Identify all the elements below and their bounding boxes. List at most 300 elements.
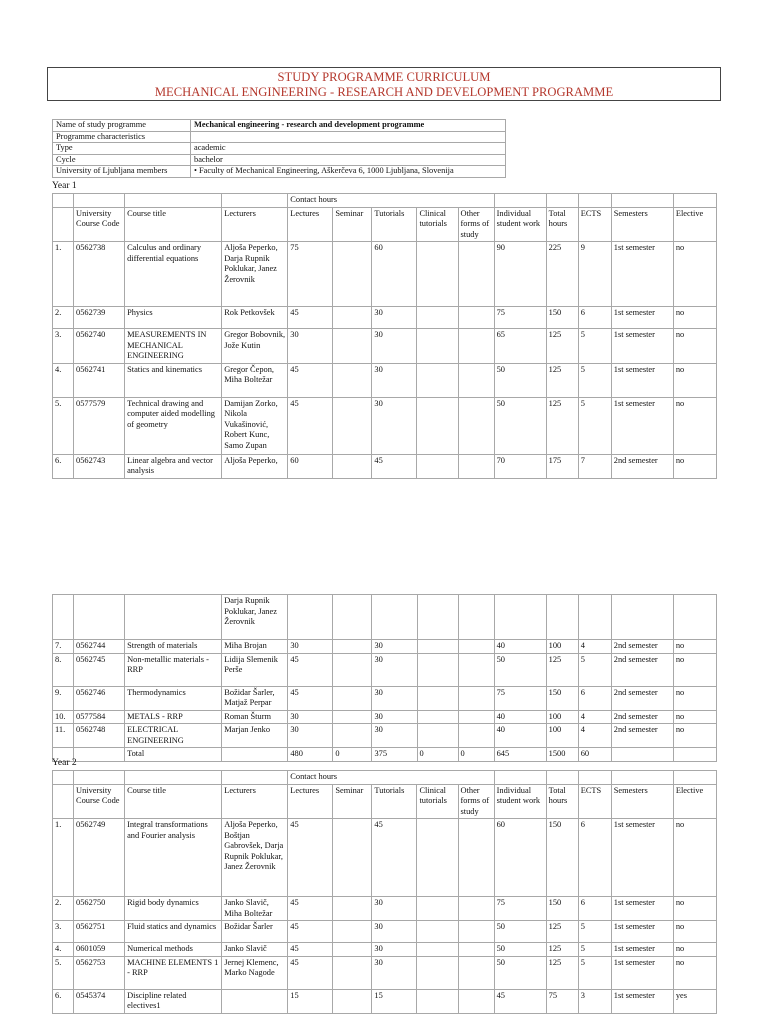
cell-ects: 60 <box>578 748 611 762</box>
cell-ind: 645 <box>494 748 546 762</box>
header-row <box>53 784 717 819</box>
cell-ects: 4 <box>578 724 611 748</box>
cell-cli <box>417 640 458 654</box>
header-row <box>53 771 717 785</box>
cell-oth <box>458 686 494 710</box>
cell-title: Total <box>125 748 222 762</box>
cell-tot: 175 <box>546 454 578 478</box>
column-header-clinical: Clinical tutorials <box>417 207 458 242</box>
cell-elective: no <box>673 710 716 724</box>
header-row <box>53 194 717 208</box>
cell-code: 0562739 <box>74 307 125 329</box>
cell-title: Physics <box>125 307 222 329</box>
cell-tot: 125 <box>546 653 578 686</box>
column-header-title: Course title <box>125 784 222 819</box>
cell-tot: 125 <box>546 943 578 957</box>
cell-lec: 45 <box>288 956 333 989</box>
cell-semester: 2nd semester <box>611 640 673 654</box>
cell-oth <box>458 363 494 397</box>
course-row <box>53 724 717 748</box>
cell-oth <box>458 454 494 478</box>
cell-no: 4. <box>53 943 74 957</box>
cell-title: Linear algebra and vector analysis <box>125 454 222 478</box>
cell-cli <box>417 724 458 748</box>
cell-semester: 1st semester <box>611 989 673 1013</box>
cell-no: 6. <box>53 454 74 478</box>
info-row <box>53 143 506 155</box>
cell-lec: 45 <box>288 307 333 329</box>
course-row <box>53 329 717 364</box>
cell-sem <box>333 242 372 307</box>
cell-sem <box>333 956 372 989</box>
cell-elective <box>673 595 716 640</box>
cell-code: 0562743 <box>74 454 125 478</box>
cell-tut: 30 <box>372 640 417 654</box>
cell-elective: no <box>673 454 716 478</box>
column-header-elective: Elective <box>673 784 716 819</box>
document-title-box <box>47 67 721 101</box>
cell-lec: 480 <box>288 748 333 762</box>
cell-tot: 125 <box>546 397 578 454</box>
header-cell-empty <box>673 194 716 208</box>
cell-tut: 30 <box>372 686 417 710</box>
cell-elective: no <box>673 686 716 710</box>
cell-lecturers: Roman Šturm <box>222 710 288 724</box>
cell-ind: 50 <box>494 943 546 957</box>
column-header-title: Course title <box>125 207 222 242</box>
cell-code: 0562750 <box>74 897 125 921</box>
cell-ects: 4 <box>578 640 611 654</box>
cell-lecturers: Aljoša Peperko, Boštjan Gabrovšek, Darja Rupnik Poklukar, Janez Žerovnik <box>222 819 288 897</box>
cell-sem: 0 <box>333 748 372 762</box>
cell-title: Discipline related electives1 <box>125 989 222 1013</box>
cell-no: 7. <box>53 640 74 654</box>
cell-elective: no <box>673 921 716 943</box>
info-label: Cycle <box>53 154 191 166</box>
cell-tot: 1500 <box>546 748 578 762</box>
info-row <box>53 131 506 143</box>
cell-semester: 1st semester <box>611 397 673 454</box>
header-cell-empty <box>578 771 611 785</box>
column-header-lecturers: Lecturers <box>222 784 288 819</box>
cell-lec: 60 <box>288 454 333 478</box>
cell-code: 0562740 <box>74 329 125 364</box>
course-row <box>53 595 717 640</box>
cell-semester: 1st semester <box>611 363 673 397</box>
cell-ind: 75 <box>494 307 546 329</box>
cell-lecturers: Jernej Klemenc, Marko Nagode <box>222 956 288 989</box>
cell-lec: 30 <box>288 329 333 364</box>
cell-cli <box>417 653 458 686</box>
cell-tot: 225 <box>546 242 578 307</box>
cell-semester: 1st semester <box>611 242 673 307</box>
cell-title: Integral transformations and Fourier analysis <box>125 819 222 897</box>
cell-no: 2. <box>53 897 74 921</box>
header-cell-empty <box>74 771 125 785</box>
cell-semester <box>611 748 673 762</box>
column-header-semesters: Semesters <box>611 784 673 819</box>
column-header-tutorials: Tutorials <box>372 207 417 242</box>
cell-title: Technical drawing and computer aided modelling of geometry <box>125 397 222 454</box>
cell-title: Numerical methods <box>125 943 222 957</box>
cell-cli <box>417 686 458 710</box>
cell-sem <box>333 897 372 921</box>
course-row <box>53 363 717 397</box>
cell-ind: 40 <box>494 710 546 724</box>
column-header-individual: Individual student work <box>494 784 546 819</box>
column-header-code: University Course Code <box>74 784 125 819</box>
cell-code: 0562745 <box>74 653 125 686</box>
cell-ects <box>578 595 611 640</box>
cell-ects: 5 <box>578 921 611 943</box>
cell-ects: 5 <box>578 329 611 364</box>
cell-ind: 40 <box>494 640 546 654</box>
info-value: bachelor <box>191 154 506 166</box>
info-label: Programme characteristics <box>53 131 191 143</box>
cell-no: 10. <box>53 710 74 724</box>
cell-cli <box>417 397 458 454</box>
cell-sem <box>333 640 372 654</box>
cell-ind: 75 <box>494 897 546 921</box>
cell-tot: 150 <box>546 686 578 710</box>
cell-sem <box>333 819 372 897</box>
cell-ects: 5 <box>578 653 611 686</box>
cell-tot: 150 <box>546 307 578 329</box>
column-header-other: Other forms of study <box>458 784 494 819</box>
cell-ind: 45 <box>494 989 546 1013</box>
cell-tot: 125 <box>546 921 578 943</box>
header-cell-empty <box>53 194 74 208</box>
cell-ects: 5 <box>578 943 611 957</box>
cell-ind <box>494 595 546 640</box>
cell-no: 8. <box>53 653 74 686</box>
cell-cli <box>417 363 458 397</box>
cell-lec: 45 <box>288 897 333 921</box>
cell-code <box>74 748 125 762</box>
column-header-total: Total hours <box>546 784 578 819</box>
cell-ects: 6 <box>578 307 611 329</box>
year-1-label: Year 1 <box>52 181 77 191</box>
column-header-lectures: Lectures <box>288 207 333 242</box>
cell-oth <box>458 640 494 654</box>
cell-tut: 45 <box>372 454 417 478</box>
cell-lec: 45 <box>288 363 333 397</box>
cell-semester: 1st semester <box>611 956 673 989</box>
header-cell-empty <box>611 771 673 785</box>
info-value: • Faculty of Mechanical Engineering, Aškerčeva 6, 1000 Ljubljana, Slovenija <box>191 166 506 178</box>
info-value <box>191 131 506 143</box>
cell-oth <box>458 921 494 943</box>
header-cell-empty <box>578 194 611 208</box>
cell-cli <box>417 242 458 307</box>
cell-ind: 60 <box>494 819 546 897</box>
cell-lecturers: Božidar Šarler <box>222 921 288 943</box>
cell-oth <box>458 956 494 989</box>
cell-elective: no <box>673 640 716 654</box>
cell-lec: 45 <box>288 653 333 686</box>
cell-title: Non-metallic materials - RRP <box>125 653 222 686</box>
cell-oth <box>458 653 494 686</box>
cell-tot: 100 <box>546 640 578 654</box>
cell-lecturers: Gregor Bobovnik, Jože Kutin <box>222 329 288 364</box>
column-header-seminar: Seminar <box>333 207 372 242</box>
cell-lecturers: Gregor Čepon, Miha Boltežar <box>222 363 288 397</box>
cell-sem <box>333 710 372 724</box>
cell-no: 1. <box>53 242 74 307</box>
header-cell-empty <box>125 194 222 208</box>
cell-elective: no <box>673 956 716 989</box>
cell-elective: no <box>673 943 716 957</box>
programme-info-table <box>52 119 506 178</box>
cell-ind: 50 <box>494 653 546 686</box>
cell-code: 0601059 <box>74 943 125 957</box>
cell-tut: 375 <box>372 748 417 762</box>
column-header-other: Other forms of study <box>458 207 494 242</box>
course-row <box>53 307 717 329</box>
cell-tut: 30 <box>372 710 417 724</box>
cell-title: MEASUREMENTS IN MECHANICAL ENGINEERING <box>125 329 222 364</box>
cell-code: 0562753 <box>74 956 125 989</box>
cell-lec: 75 <box>288 242 333 307</box>
column-header-code: University Course Code <box>74 207 125 242</box>
year-2-label: Year 2 <box>52 758 77 768</box>
cell-tut: 30 <box>372 329 417 364</box>
cell-elective: no <box>673 307 716 329</box>
cell-ects: 6 <box>578 686 611 710</box>
cell-sem <box>333 653 372 686</box>
header-cell-empty <box>125 771 222 785</box>
cell-elective: no <box>673 724 716 748</box>
cell-semester: 2nd semester <box>611 454 673 478</box>
course-row <box>53 710 717 724</box>
course-row <box>53 897 717 921</box>
info-value: Mechanical engineering - research and development programme <box>191 120 506 132</box>
cell-semester: 1st semester <box>611 329 673 364</box>
cell-code: 0577584 <box>74 710 125 724</box>
cell-elective: yes <box>673 989 716 1013</box>
cell-ects: 6 <box>578 819 611 897</box>
cell-ects: 9 <box>578 242 611 307</box>
cell-oth <box>458 307 494 329</box>
course-row <box>53 686 717 710</box>
cell-sem <box>333 397 372 454</box>
cell-lec: 45 <box>288 921 333 943</box>
cell-lecturers: Lidija Slemenik Perše <box>222 653 288 686</box>
cell-oth <box>458 242 494 307</box>
cell-semester: 2nd semester <box>611 724 673 748</box>
column-header-lecturers: Lecturers <box>222 207 288 242</box>
cell-ind: 65 <box>494 329 546 364</box>
column-header-individual: Individual student work <box>494 207 546 242</box>
cell-lecturers: Božidar Šarler, Matjaž Perpar <box>222 686 288 710</box>
cell-ects: 5 <box>578 397 611 454</box>
cell-lec: 45 <box>288 943 333 957</box>
cell-tut: 30 <box>372 653 417 686</box>
column-header-ects: ECTS <box>578 784 611 819</box>
cell-semester: 1st semester <box>611 819 673 897</box>
cell-lec: 30 <box>288 724 333 748</box>
cell-lec: 45 <box>288 397 333 454</box>
cell-tut: 30 <box>372 307 417 329</box>
cell-sem <box>333 454 372 478</box>
cell-semester: 1st semester <box>611 943 673 957</box>
info-label: Name of study programme <box>53 120 191 132</box>
year-1-course-table <box>52 193 717 479</box>
cell-semester: 1st semester <box>611 307 673 329</box>
cell-ind: 50 <box>494 363 546 397</box>
info-row <box>53 120 506 132</box>
header-cell-empty <box>546 771 578 785</box>
cell-no: 11. <box>53 724 74 748</box>
course-row <box>53 989 717 1013</box>
cell-no: 4. <box>53 363 74 397</box>
contact-hours-header: Contact hours <box>288 771 494 785</box>
title-line-2: MECHANICAL ENGINEERING - RESEARCH AND DEVELOPMENT PROGRAMME <box>154 85 614 99</box>
cell-oth <box>458 397 494 454</box>
column-header-clinical: Clinical tutorials <box>417 784 458 819</box>
cell-ind: 90 <box>494 242 546 307</box>
cell-lec: 15 <box>288 989 333 1013</box>
cell-semester: 2nd semester <box>611 710 673 724</box>
cell-tut: 30 <box>372 724 417 748</box>
cell-no: 1. <box>53 819 74 897</box>
cell-tut: 60 <box>372 242 417 307</box>
cell-tot: 100 <box>546 724 578 748</box>
cell-cli <box>417 307 458 329</box>
header-cell-empty <box>546 194 578 208</box>
course-row <box>53 454 717 478</box>
cell-ects: 6 <box>578 897 611 921</box>
cell-cli <box>417 710 458 724</box>
cell-semester: 1st semester <box>611 897 673 921</box>
cell-elective: no <box>673 363 716 397</box>
cell-tot: 150 <box>546 819 578 897</box>
cell-lecturers: Marjan Jenko <box>222 724 288 748</box>
cell-tot: 150 <box>546 897 578 921</box>
cell-oth: 0 <box>458 748 494 762</box>
cell-ind: 75 <box>494 686 546 710</box>
cell-lecturers: Damijan Zorko, Nikola Vukašinović, Robert Kunc, Samo Zupan <box>222 397 288 454</box>
cell-code: 0545374 <box>74 989 125 1013</box>
info-row <box>53 166 506 178</box>
cell-lec: 45 <box>288 819 333 897</box>
cell-title: MACHINE ELEMENTS 1 - RRP <box>125 956 222 989</box>
cell-sem <box>333 989 372 1013</box>
cell-oth <box>458 897 494 921</box>
cell-code <box>74 595 125 640</box>
cell-title <box>125 595 222 640</box>
cell-sem <box>333 329 372 364</box>
cell-sem <box>333 595 372 640</box>
header-cell-empty <box>673 771 716 785</box>
cell-ects: 3 <box>578 989 611 1013</box>
course-row <box>53 819 717 897</box>
info-label: University of Ljubljana members <box>53 166 191 178</box>
cell-cli <box>417 329 458 364</box>
course-row <box>53 921 717 943</box>
cell-sem <box>333 943 372 957</box>
cell-sem <box>333 724 372 748</box>
cell-no: 6. <box>53 989 74 1013</box>
column-header-semesters: Semesters <box>611 207 673 242</box>
cell-elective: no <box>673 397 716 454</box>
cell-lecturers: Rok Petkovšek <box>222 307 288 329</box>
cell-tut: 30 <box>372 397 417 454</box>
column-header-total: Total hours <box>546 207 578 242</box>
header-cell-empty <box>53 207 74 242</box>
cell-code: 0562746 <box>74 686 125 710</box>
cell-ind: 70 <box>494 454 546 478</box>
cell-cli: 0 <box>417 748 458 762</box>
cell-lecturers: Janko Slavič <box>222 943 288 957</box>
cell-tot: 75 <box>546 989 578 1013</box>
cell-sem <box>333 686 372 710</box>
cell-ects: 5 <box>578 956 611 989</box>
cell-no: 9. <box>53 686 74 710</box>
year-2-course-table <box>52 770 717 1014</box>
header-cell-empty <box>611 194 673 208</box>
cell-tot <box>546 595 578 640</box>
cell-tut: 30 <box>372 921 417 943</box>
cell-code: 0562751 <box>74 921 125 943</box>
cell-elective: no <box>673 897 716 921</box>
header-row <box>53 207 717 242</box>
column-header-seminar: Seminar <box>333 784 372 819</box>
header-cell-empty <box>222 194 288 208</box>
cell-code: 0562738 <box>74 242 125 307</box>
cell-ind: 40 <box>494 724 546 748</box>
cell-lec <box>288 595 333 640</box>
cell-elective: no <box>673 819 716 897</box>
cell-elective: no <box>673 242 716 307</box>
cell-title: Thermodynamics <box>125 686 222 710</box>
cell-no <box>53 595 74 640</box>
cell-elective <box>673 748 716 762</box>
cell-tot: 100 <box>546 710 578 724</box>
cell-title: ELECTRICAL ENGINEERING <box>125 724 222 748</box>
cell-no: 3. <box>53 921 74 943</box>
column-header-tutorials: Tutorials <box>372 784 417 819</box>
cell-oth <box>458 710 494 724</box>
cell-tut: 45 <box>372 819 417 897</box>
cell-code: 0562744 <box>74 640 125 654</box>
cell-no: 5. <box>53 397 74 454</box>
cell-oth <box>458 819 494 897</box>
cell-tut: 15 <box>372 989 417 1013</box>
course-row <box>53 653 717 686</box>
header-cell-empty <box>53 771 74 785</box>
cell-cli <box>417 454 458 478</box>
cell-ind: 50 <box>494 956 546 989</box>
cell-oth <box>458 595 494 640</box>
cell-lecturers <box>222 989 288 1013</box>
info-label: Type <box>53 143 191 155</box>
cell-lec: 30 <box>288 640 333 654</box>
header-cell-empty <box>222 771 288 785</box>
cell-cli <box>417 943 458 957</box>
cell-ects: 4 <box>578 710 611 724</box>
cell-tut: 30 <box>372 897 417 921</box>
course-row <box>53 748 717 762</box>
cell-elective: no <box>673 329 716 364</box>
cell-semester: 2nd semester <box>611 653 673 686</box>
cell-tut: 30 <box>372 943 417 957</box>
cell-code: 0577579 <box>74 397 125 454</box>
cell-oth <box>458 724 494 748</box>
course-row <box>53 640 717 654</box>
cell-semester <box>611 595 673 640</box>
cell-title: Fluid statics and dynamics <box>125 921 222 943</box>
